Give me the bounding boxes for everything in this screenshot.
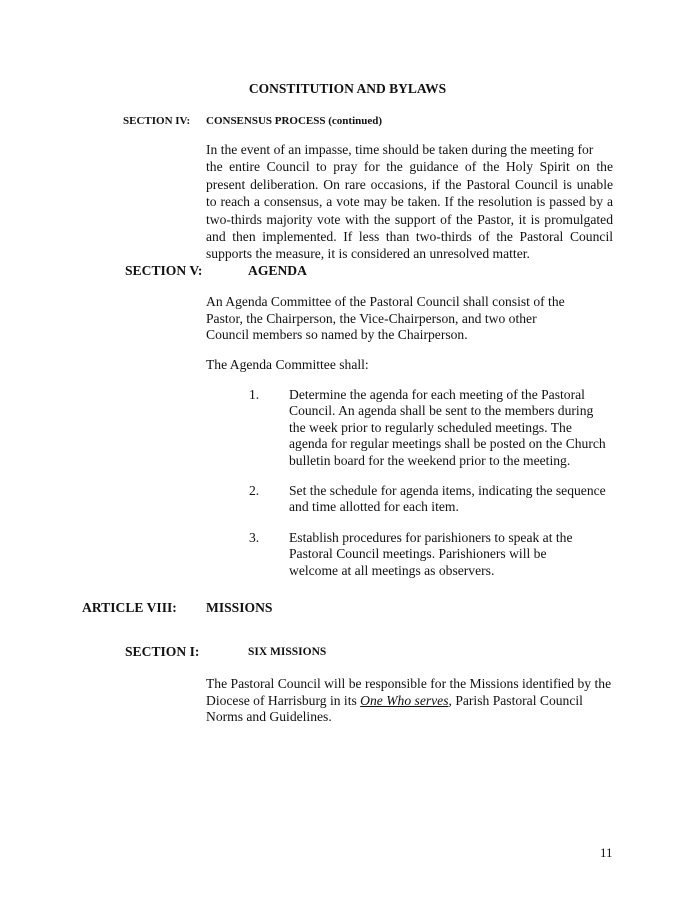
text-line: and then implemented. If less than two-thirds of the Pastoral Council	[206, 229, 613, 245]
section-iv-label: SECTION IV:	[123, 115, 191, 127]
text-line: An Agenda Committee of the Pastoral Council shall consist of the	[206, 294, 565, 309]
text-line: present deliberation. On rare occasions, if the Pastoral Council is unable	[206, 176, 613, 192]
list-number: 2.	[249, 483, 260, 498]
text-line: Set the schedule for agenda items, indicating the sequence	[289, 483, 606, 498]
section-v-intro	[206, 294, 565, 344]
text-line: Council members so named by the Chairperson.	[206, 327, 468, 343]
text-line: and time allotted for each item.	[289, 499, 459, 515]
text-span: , Parish Pastoral Council	[448, 692, 583, 708]
list-number: 3.	[249, 530, 260, 545]
text-line: Council. An agenda shall be sent to the members during	[289, 403, 594, 419]
document-reference: One Who serves	[360, 692, 449, 708]
text-line	[206, 693, 611, 710]
section-v-label: SECTION V:	[125, 263, 203, 278]
article-viii-title: MISSIONS	[206, 600, 273, 615]
text-line: Establish procedures for parishioners to speak at the	[289, 530, 573, 545]
section-v-lead: The Agenda Committee shall:	[206, 357, 369, 372]
article-viii-label: ARTICLE VIII:	[82, 600, 177, 615]
text-line: agenda for regular meetings shall be posted on the Church	[289, 436, 606, 452]
section-i-body	[206, 676, 611, 726]
text-line: In the event of an impasse, time should be taken during the meeting for	[206, 142, 594, 157]
text-line: bulletin board for the weekend prior to the meeting.	[289, 452, 571, 468]
text-line: supports the measure, it is considered an unresolved matter.	[206, 246, 530, 262]
list-number: 1.	[249, 387, 260, 402]
text-line: two-thirds majority vote with the support of the Pastor, it is promulgated	[206, 211, 613, 227]
section-v-title: AGENDA	[248, 263, 307, 278]
page-number: 11	[600, 845, 613, 860]
text-line: The Pastoral Council will be responsible for the Missions identified by the	[206, 676, 612, 691]
text-line: Pastoral Council meetings. Parishioners will be	[289, 546, 547, 562]
text-line: Pastor, the Chairperson, the Vice-Chairperson, and two other	[206, 310, 537, 326]
text-line: the week prior to regularly scheduled meetings. The	[289, 419, 572, 435]
section-i-label: SECTION I:	[125, 644, 200, 659]
list-text	[289, 530, 573, 579]
list-text	[289, 483, 606, 516]
list-text	[289, 387, 606, 469]
text-line: welcome at all meetings as observers.	[289, 562, 495, 578]
section-iv-body	[206, 141, 613, 263]
text-span: Diocese of Harrisburg in its	[206, 692, 361, 708]
text-line: Determine the agenda for each meeting of the Pastoral	[289, 387, 585, 402]
section-iv-title: CONSENSUS PROCESS (continued)	[206, 115, 383, 127]
document-title: CONSTITUTION AND BYLAWS	[248, 81, 447, 96]
text-line: the entire Council to pray for the guidance of the Holy Spirit on the	[206, 159, 613, 175]
text-line: to reach a consensus, a vote may be taken. If the resolution is passed by a	[206, 194, 613, 210]
text-line: Norms and Guidelines.	[206, 709, 332, 725]
section-i-title: SIX MISSIONS	[248, 646, 327, 658]
